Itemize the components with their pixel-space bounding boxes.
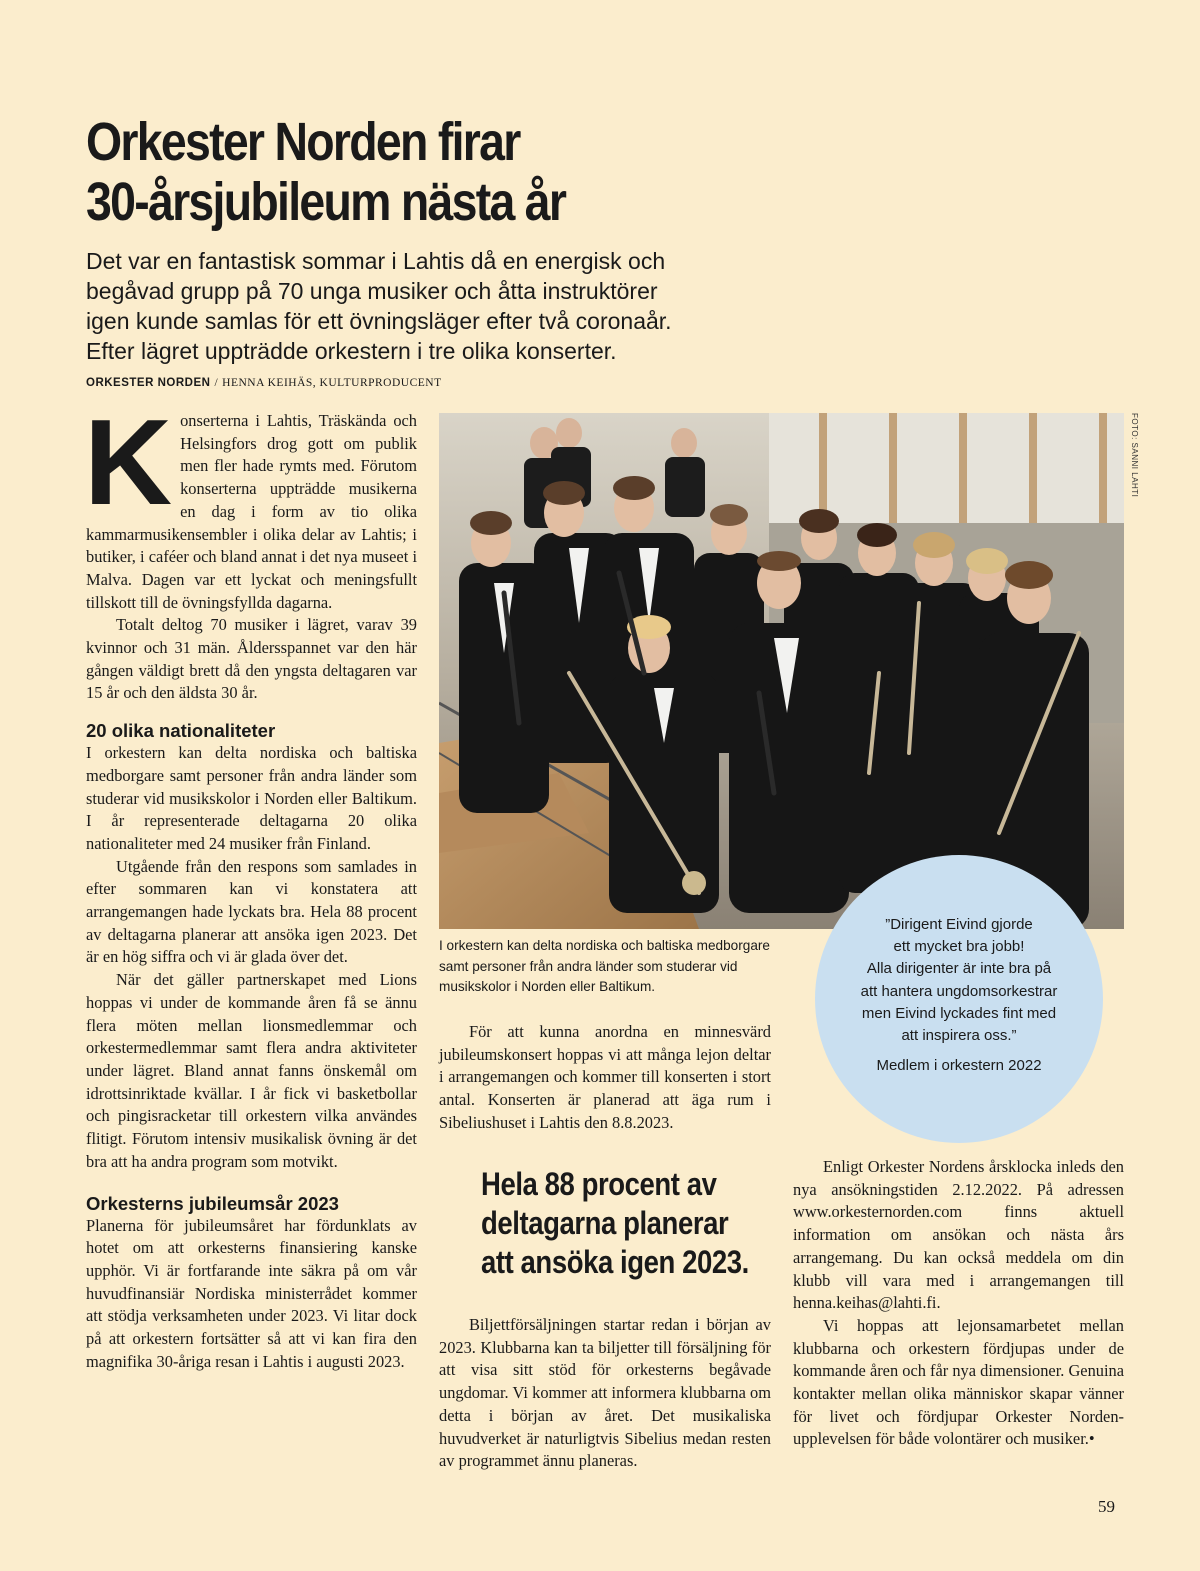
byline <box>86 377 442 389</box>
column-2-top <box>439 1021 771 1135</box>
quote-line: ett mycket bra jobb! <box>893 938 1025 956</box>
page-number: 59 <box>1098 1497 1115 1516</box>
paragraph: För att kunna anordna en minnesvärd jubileumskonsert hoppas vi att många lejon deltar i arrangemangen och kommer till konserten i stort antal. Konserten är planerad att äga rum i Sibeliushuset i Lahtis den 8.8.2023. <box>439 1022 771 1132</box>
byline-separator: / <box>214 377 219 389</box>
lead-line: begåvad grupp på 70 unga musiker och åtta instruktörer <box>86 278 658 304</box>
paragraph <box>793 1315 1124 1451</box>
headline-line-2: 30-årsjubileum nästa år <box>86 172 566 232</box>
lead-line: Det var en fantastisk sommar i Lahtis då en energisk och <box>86 248 666 274</box>
article-headline <box>86 112 688 232</box>
lead-line: Efter lägret uppträdde orkestern i tre olika konserter. <box>86 338 617 364</box>
quote-line: ”Dirigent Eivind gjorde <box>885 916 1033 933</box>
pull-quote-line: att ansöka igen 2023. <box>481 1244 749 1280</box>
paragraph: I orkestern kan delta nordiska och baltiska medborgare samt personer från andra länder som studerar vid musikskolor i Norden eller Baltikum. I år representerade deltagarna 20 olika nationaliteter med 24 musiker från Finland. <box>86 743 417 853</box>
article-lead <box>86 246 706 366</box>
paragraph: Utgående från den respons som samlades in efter sommaren kan vi konstatera att arrangemangen hade lyckats bra. Hela 88 procent av deltagarna planerar att ansöka igen 2023. Det är en hög siffra och vi är glada över det. <box>86 856 417 967</box>
quote-text <box>840 914 1078 1047</box>
headline-line-1: Orkester Norden firar <box>86 112 520 172</box>
paragraph: Biljettförsäljningen startar redan i början av 2023. Klubbarna kan ta biljetter till försäljning för att visa sitt stöd för orkesterns begåvade ungdomar. Vi kommer att informera klubbarna om detta i början av året. Det musikaliska huvudverket är naturligtvis Sibelius medan resten av programmet ännu planeras. <box>439 1315 771 1471</box>
orchestra-photo <box>439 413 1124 929</box>
paragraph <box>84 394 417 614</box>
pull-quote-line: Hela 88 procent av <box>481 1166 717 1202</box>
paragraph: Enligt Orkester Nordens årsklocka inleds den nya ansökningstiden 2.12.2022. På adressen www.orkesternorden.com finns aktuell information om ansökan och nästa års arrangemang. Du kan också meddela om din klubb vill vara med i arrangemangen till henna.keihas@lahti.fi. <box>793 1157 1124 1313</box>
section-heading: Orkesterns jubileumsår 2023 <box>86 1192 339 1214</box>
paragraph: Planerna för jubileumsåret har fördunklats av hotet om att orkesterns finansiering kanske upphör. Vi är fortfarande inte säkra på om vår huvudfinansiär Nordiska ministerrådet kommer att stödja verksamheten under 2023. Vi litar dock på att orkestern fortsätter så att vi kan fira den magnifika 30-åriga resan i Lahtis i augusti 2023. <box>86 1215 417 1371</box>
photo-caption: I orkestern kan delta nordiska och baltiska medborgare samt personer från andra länder som studerar vid musikskolor i Norden eller Baltikum. <box>439 938 770 994</box>
quote-line: Alla dirigenter är inte bra på <box>866 960 1052 978</box>
byline-org: ORKESTER NORDEN <box>86 377 211 389</box>
paragraph-text: onserterna i Lahtis, Träskända och Helsingfors drog gott om publik men fler hade rymts med. Förutom konserterna uppträdde musikerna en dag i form av tio olika kammarmusikensembler i olika delar av Lahtis; i butiker, i caféer och bland annat i det nya museet i Malva. Dagen var ett lyckat och meningsfullt tillskott till de övningsfyllda dagarna. <box>86 411 417 612</box>
photo-credit: FOTO: SANNI LAHTI <box>1130 413 1139 498</box>
lead-line: igen kunde samlas för ett övningsläger efter två coronaår. <box>86 308 672 334</box>
quote-line: att hantera ungdomsorkestrar <box>860 982 1058 1000</box>
paragraph: När det gäller partnerskapet med Lions hoppas vi under de kommande åren få se ännu flera möten mellan lionsmedlemmar och orkestermedlemmar samt flera andra aktiviteter under lägret. Bland annat fanns önskemål om idrottsinriktade kvällar. I år fick vi basketbollar och pingisracketar till orkestern vilka användes flitigt. Förutom intensiv musikalisk övning är det bra att ha andra program som motvikt. <box>86 970 417 1171</box>
drop-cap: K <box>84 394 173 530</box>
quote-line: men Eivind lyckades fint med <box>861 1004 1057 1022</box>
byline-author: HENNA KEIHÄS, KULTURPRODUCENT <box>222 377 442 389</box>
quote-attribution: Medlem i orkestern 2022 <box>876 1057 1042 1074</box>
paragraph: Totalt deltog 70 musiker i lägret, varav 39 kvinnor och 31 män. Åldersspannet var den här gången väldigt brett då den yngsta deltagaren var 15 år och den äldsta 30 år. <box>86 615 417 703</box>
quote-line: att inspirera oss.” <box>901 1027 1017 1045</box>
paragraph-text: Vi hoppas att lejonsamarbetet mellan klubbarna och orkestern fördjupas under de kommande åren och får nya dimensioner. Genuina kontakter mellan olika människor skapar vänner för livet och fördjupar Orkester Norden-upplevelsen för både volontärer och musiker. <box>793 1315 1124 1449</box>
column-2-bottom <box>439 1314 771 1473</box>
pull-quote <box>481 1165 749 1282</box>
section-heading: 20 olika nationaliteter <box>86 720 276 742</box>
column-1 <box>84 394 417 1373</box>
pull-quote-line: deltagarna planerar <box>481 1205 729 1241</box>
end-mark: • <box>1088 1429 1095 1449</box>
orchestra-photo-illustration <box>439 413 1124 929</box>
column-3 <box>793 1156 1124 1451</box>
